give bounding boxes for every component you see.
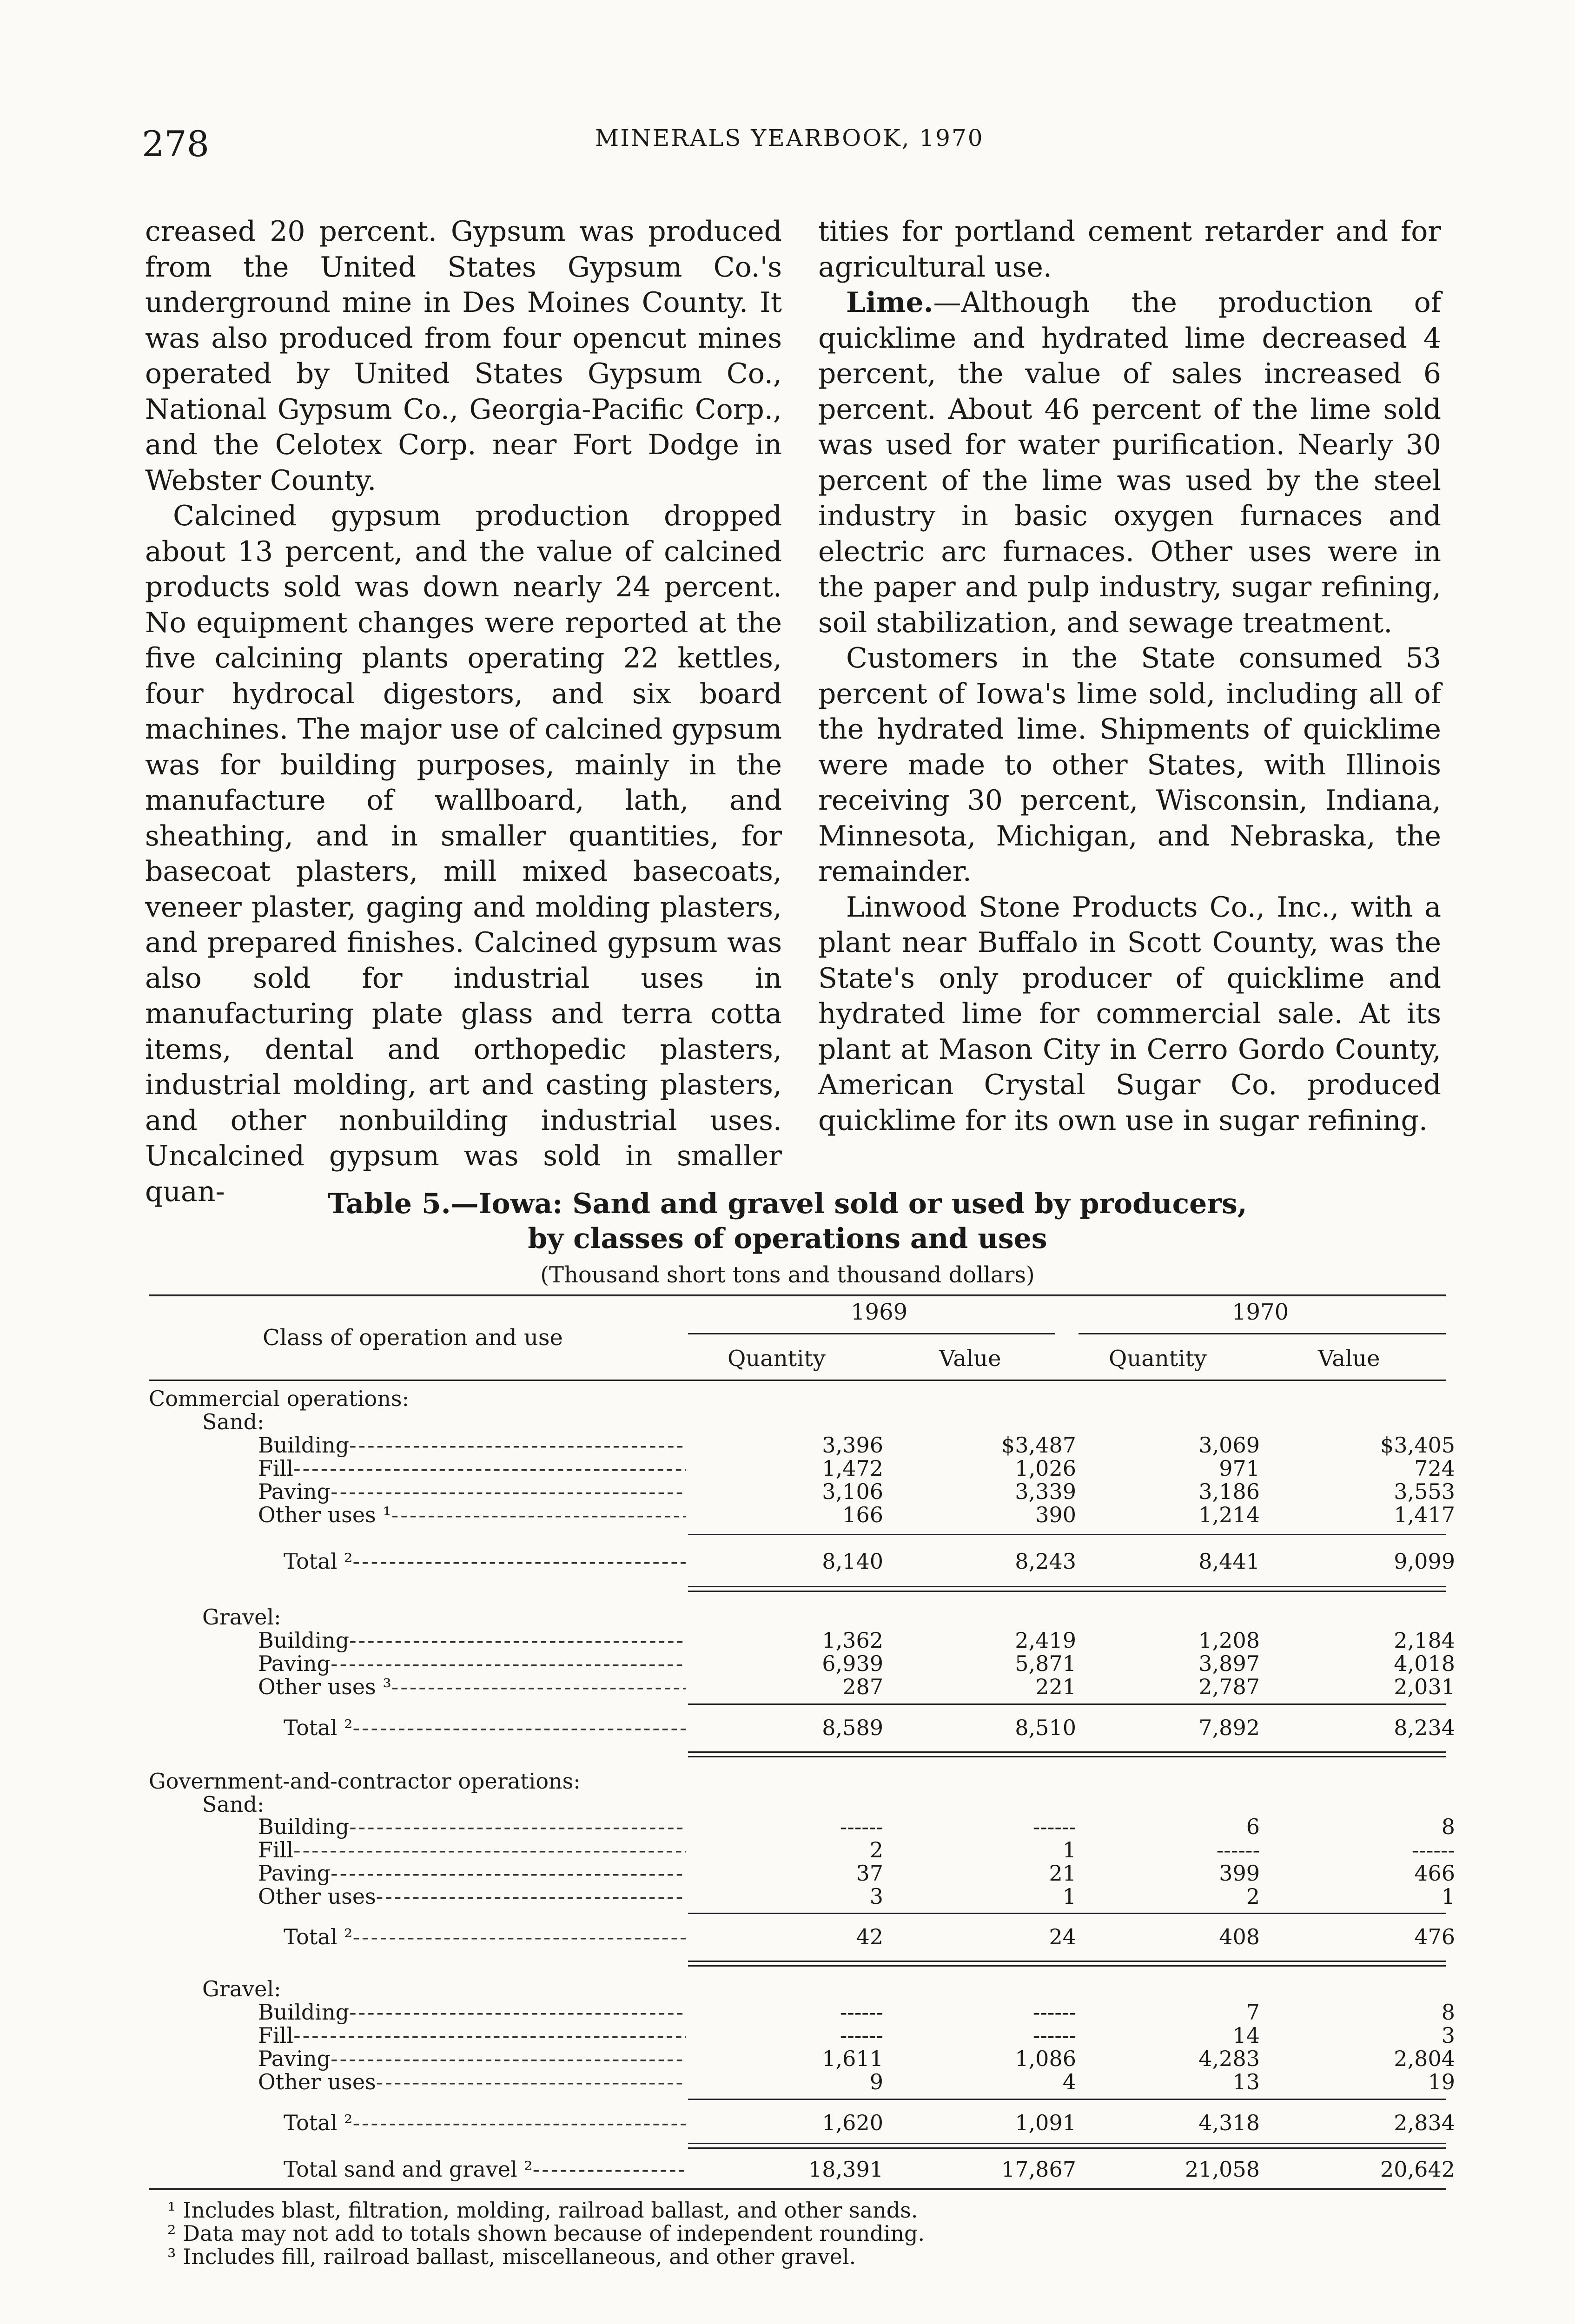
total-double-rule [688,1751,1446,1753]
cell-value-1969: 5,871 [1015,1651,1076,1676]
row-label: Other uses ¹ ----- [258,1502,391,1527]
paragraph-text: —Although the production of quicklime and hydrated lime decreased 4 percent, the value of sales increased 6 percent. About 46 percent of the lime sold was used for water purification. Nearly 30 percent of the lime was used by the steel industry in basic oxygen furnaces and electric arc furnaces. Other uses were in the paper and pulp industry, sugar refining, soil stabilization, and sewage treatment. [818,286,1441,639]
run-in-heading: Lime. [846,286,933,319]
cell-value-1969: $3,487 [1001,1433,1076,1458]
cell-value-1970: 476 [1414,1924,1455,1949]
table-title: Table 5.—Iowa: Sand and gravel sold or used by producers, [328,1188,1247,1220]
row-label: Total ² ----- [284,2110,353,2135]
cell-value-1969: 4 [1062,2069,1076,2094]
right-column [818,214,1441,1138]
subtotal-rule [688,1534,1446,1535]
cell-value-1969: 390 [1035,1502,1076,1527]
row-label: Total ² ----- [284,1715,353,1740]
cell-quantity-1970: ------ [1216,1837,1260,1862]
cell-quantity-1970: 7 [1246,2000,1260,2025]
table-bottom-rule [149,2188,1446,2190]
footnote-1: ¹ Includes blast, filtration, molding, railroad ballast, and other sands. [167,2198,918,2223]
total-double-rule [688,2147,1446,2149]
table-row-section [149,1386,1446,1410]
table-row-subsection [149,1409,1446,1433]
cell-value-1969: 8,243 [1015,1549,1076,1574]
cell-quantity-1970: 4,318 [1198,2110,1260,2135]
footnote-3: ³ Includes fill, railroad ballast, miscellaneous, and other gravel. [167,2244,856,2269]
table-row [149,1837,1455,1862]
cell-quantity-1969: 6,939 [822,1651,883,1676]
row-label: Other uses ³ ----- [258,1674,391,1699]
cell-quantity-1969: 18,391 [808,2157,883,2182]
cell-quantity-1970: 2,787 [1198,1674,1260,1699]
running-head: MINERALS YEARBOOK, 1970 [595,125,984,152]
table-row-total [149,1715,1455,1740]
row-label: Building ----- [258,1814,349,1839]
cell-value-1970: 3,553 [1394,1479,1455,1504]
cell-value-1969: 1,026 [1015,1456,1076,1481]
row-label: Paving ----- [258,2046,331,2071]
cell-value-1969: 24 [1049,1924,1076,1949]
total-double-rule [688,1961,1446,1962]
row-label: Building ----- [258,1628,349,1653]
cell-quantity-1969: 287 [842,1674,883,1699]
row-label: Total ² ----- [284,1924,353,1949]
cell-quantity-1970: 21,058 [1185,2157,1260,2182]
cell-quantity-1969: 3 [869,1884,883,1909]
cell-quantity-1970: 2 [1246,1884,1260,1909]
paragraph: Customers in the State consumed 53 percent of Iowa's lime sold, including all of the hydrated lime. Shipments of quicklime were made to other States, with Illinois receiving 30 percent, Wisconsin, Indiana, Minnesota, Michigan, and Nebraska, the remainder. [818,642,1441,888]
paragraph-lime [818,285,1441,640]
cell-quantity-1969: 166 [842,1502,883,1527]
cell-quantity-1969: ------ [840,1814,883,1839]
cell-value-1970: 8 [1441,1814,1455,1839]
row-label: Government-and-contractor operations: [149,1769,581,1794]
row-label: Total sand and gravel ² ----- [284,2157,533,2182]
cell-quantity-1969: 3,396 [822,1433,883,1458]
cell-quantity-1970: 1,214 [1198,1502,1260,1527]
cell-quantity-1970: 4,283 [1198,2046,1260,2071]
cell-quantity-1969: ------ [840,2000,883,2025]
row-label: Commercial operations: [149,1386,409,1411]
cell-quantity-1969: 3,106 [822,1479,883,1504]
row-label: Fill ----- [258,1837,293,1862]
cell-quantity-1969: 42 [856,1924,883,1949]
cell-value-1970: 8 [1441,2000,1455,2025]
cell-value-1970: 2,834 [1394,2110,1455,2135]
cell-value-1969: 1 [1062,1884,1076,1909]
cell-value-1970: 19 [1428,2069,1455,2094]
table-row [149,2046,1455,2071]
table-row [149,2023,1455,2048]
cell-value-1970: 20,642 [1380,2157,1455,2182]
cell-quantity-1969: 1,362 [822,1628,883,1653]
cell-quantity-1969: 1,620 [822,2110,883,2135]
cell-quantity-1970: 3,897 [1198,1651,1260,1676]
table-subtitle: by classes of operations and uses [528,1222,1047,1255]
table-row [149,1628,1455,1653]
header-bottom-rule [149,1380,1446,1381]
cell-value-1970: 2,031 [1394,1674,1455,1699]
column-header-1970: 1970 [1232,1299,1289,1325]
cell-value-1969: ------ [1032,2023,1076,2048]
cell-value-1969: 1,086 [1015,2046,1076,2071]
total-double-rule [688,1591,1446,1592]
subtotal-rule [688,1913,1446,1914]
paragraph: Linwood Stone Products Co., Inc., with a plant near Buffalo in Scott County, was the State's only producer of quicklime and hydrated lime for commercial sale. At its plant at Mason City in Cerro Gordo County, American Crystal Sugar Co. produced quicklime for its own use in sugar refining. [818,891,1441,1137]
cell-quantity-1970: 971 [1219,1456,1260,1481]
column-header-value-1970: Value [1318,1346,1380,1372]
cell-quantity-1969: 37 [856,1861,883,1886]
row-label: Other uses ----- [258,1884,376,1909]
row-label: Sand: [202,1792,265,1817]
total-double-rule [688,1586,1446,1587]
row-label: Gravel: [202,1604,281,1630]
cell-quantity-1970: 408 [1219,1924,1260,1949]
row-label: Paving ----- [258,1861,331,1886]
table-row [149,1884,1455,1909]
cell-quantity-1969: 1,472 [822,1456,883,1481]
table-units: (Thousand short tons and thousand dollars) [540,1262,1035,1288]
table-row [149,1479,1455,1504]
table-row [149,2069,1455,2094]
row-label: Building ----- [258,1433,349,1458]
row-label: Total ² ----- [284,1549,353,1574]
table-row [149,1456,1455,1481]
total-double-rule [688,1756,1446,1757]
cell-value-1969: 3,339 [1015,1479,1076,1504]
cell-value-1969: 1 [1062,1837,1076,1862]
table-row [149,1433,1455,1458]
cell-quantity-1970: 399 [1219,1861,1260,1886]
cell-value-1969: 1,091 [1015,2110,1076,2135]
paragraph: creased 20 percent. Gypsum was produced from the United States Gypsum Co.'s underground mine in Des Moines County. It was also produced from four opencut mines operated by United States Gypsum Co., National Gypsum Co., Georgia-Pacific Corp., and the Celotex Corp. near Fort Dodge in Webster County. [145,215,782,497]
row-label: Building ----- [258,2000,349,2025]
table-row [149,1502,1455,1527]
table-row [149,1651,1455,1676]
cell-value-1969: 17,867 [1001,2157,1076,2182]
cell-value-1970: 9,099 [1394,1549,1455,1574]
cell-value-1970: 1 [1441,1884,1455,1909]
total-double-rule [688,1965,1446,1967]
table-row [149,1814,1455,1839]
row-label: Other uses ----- [258,2069,376,2094]
cell-value-1970: 3 [1441,2023,1455,2048]
cell-quantity-1970: 8,441 [1198,1549,1260,1574]
cell-value-1970: 724 [1414,1456,1455,1481]
cell-value-1970: ------ [1411,1837,1455,1862]
table-row-subsection [149,1792,1446,1816]
cell-quantity-1970: 6 [1246,1814,1260,1839]
cell-quantity-1969: 9 [869,2069,883,2094]
footnote-2: ² Data may not add to totals shown because of independent rounding. [167,2221,925,2246]
cell-value-1969: 21 [1049,1861,1076,1886]
column-header-class: Class of operation and use [263,1325,563,1351]
cell-value-1969: ------ [1032,1814,1076,1839]
table-row [149,1861,1455,1886]
subtotal-rule [688,1703,1446,1705]
cell-value-1969: 8,510 [1015,1715,1076,1740]
total-double-rule [688,2143,1446,2144]
cell-quantity-1970: 13 [1232,2069,1260,2094]
cell-value-1969: ------ [1032,2000,1076,2025]
cell-value-1969: 2,419 [1015,1628,1076,1653]
cell-quantity-1970: 14 [1232,2023,1260,2048]
table-row-total [149,1549,1455,1574]
cell-quantity-1970: 7,892 [1198,1715,1260,1740]
cell-value-1970: 2,804 [1394,2046,1455,2071]
row-label: Fill ----- [258,1456,293,1481]
cell-quantity-1969: 8,589 [822,1715,883,1740]
table-row-subsection [149,1976,1446,2000]
rule-1970 [1079,1333,1446,1334]
paragraph: Calcined gypsum production dropped about 13 percent, and the value of calcined products sold was down nearly 24 percent. No equipment changes were reported at the five calcining plants operating 22 kettles, four hydrocal digestors, and six board machines. The major use of calcined gypsum was for building purposes, mainly in the manufacture of wallboard, lath, and sheathing, and in smaller quantities, for basecoat plasters, mill mixed basecoats, veneer plaster, gaging and molding plasters, and prepared finishes. Calcined gypsum was also sold for industrial uses in manufacturing plate glass and terra cotta items, dental and orthopedic plasters, industrial molding, art and casting plasters, and other nonbuilding industrial uses. Uncalcined gypsum was sold in smaller quan- [145,500,782,1208]
row-label: Paving ----- [258,1651,331,1676]
column-header-quantity-1970: Quantity [1109,1346,1207,1372]
cell-value-1969: 221 [1035,1674,1076,1699]
cell-quantity-1970: 3,069 [1198,1433,1260,1458]
rule-1969 [688,1333,1055,1334]
row-label: Sand: [202,1409,265,1434]
column-header-1969: 1969 [851,1299,908,1325]
table-row [149,2000,1455,2025]
cell-quantity-1969: 8,140 [822,1549,883,1574]
cell-quantity-1970: 3,186 [1198,1479,1260,1504]
page-number: 278 [142,123,210,165]
column-header-quantity-1969: Quantity [728,1346,826,1372]
table-row-total [149,1924,1455,1949]
row-label: Fill ----- [258,2023,293,2048]
cell-value-1970: 1,417 [1394,1502,1455,1527]
table-top-rule [149,1294,1446,1296]
cell-value-1970: 4,018 [1394,1651,1455,1676]
paragraph: tities for portland cement retarder and for agricultural use. [818,215,1441,284]
cell-quantity-1970: 1,208 [1198,1628,1260,1653]
column-header-value-1969: Value [939,1346,1001,1372]
row-label: Paving ----- [258,1479,331,1504]
table-row-grand-total [149,2157,1455,2182]
cell-quantity-1969: 1,611 [822,2046,883,2071]
cell-quantity-1969: 2 [869,1837,883,1862]
cell-value-1970: $3,405 [1380,1433,1455,1458]
left-column [145,214,782,1209]
row-label: Gravel: [202,1976,281,2001]
table-row-total [149,2110,1455,2135]
subtotal-rule [688,2099,1446,2100]
cell-value-1970: 2,184 [1394,1628,1455,1653]
table-row [149,1674,1455,1699]
table-row-section [149,1769,1446,1793]
table-row-subsection [149,1604,1446,1629]
cell-value-1970: 8,234 [1394,1715,1455,1740]
cell-value-1970: 466 [1414,1861,1455,1886]
cell-quantity-1969: ------ [840,2023,883,2048]
